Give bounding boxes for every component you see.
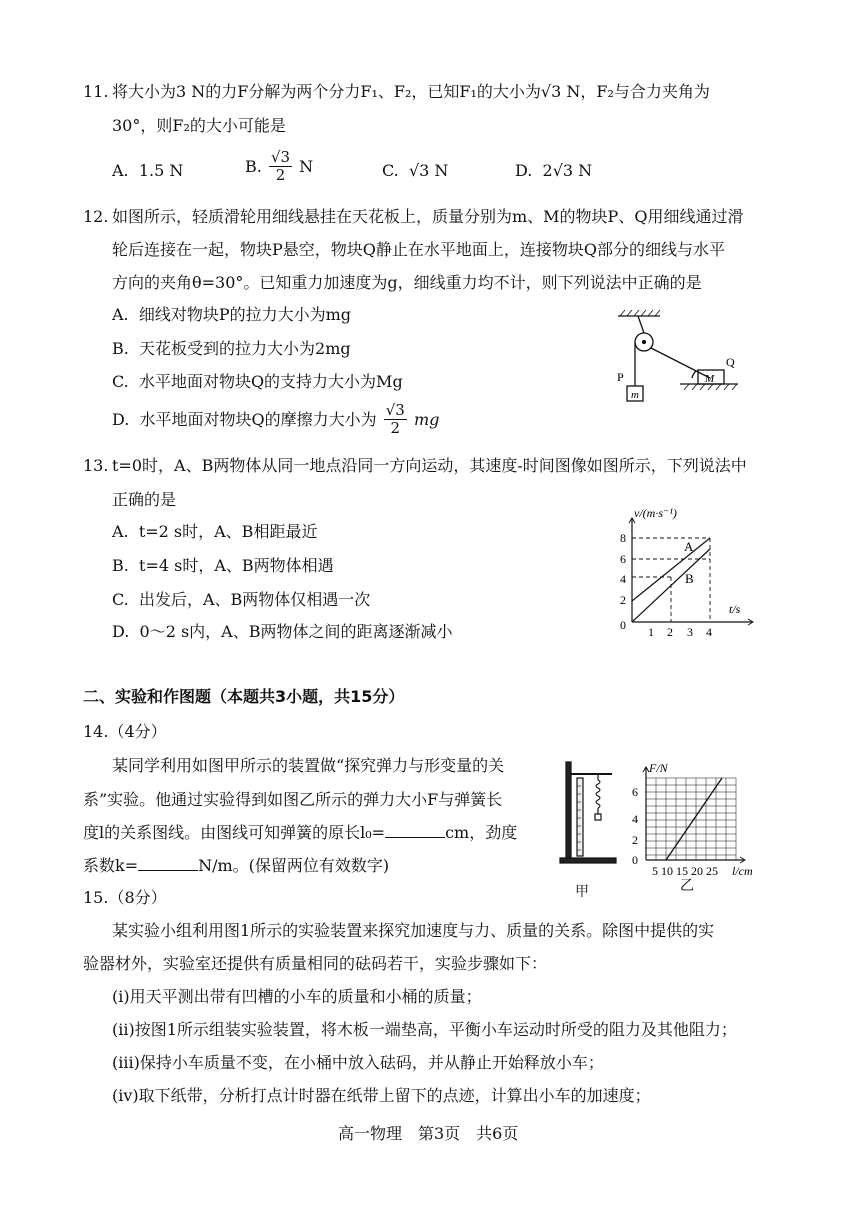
q15-step-4: (iv)取下纸带，分析打点计时器在纸带上留下的点迹，计算出小车的加速度； [112,1086,651,1105]
q13-option-b: B. t=4 s时，A、B两物体相遇 [112,556,334,575]
q12-figure-label-bigm: M [705,373,715,385]
q13-option-a: A. t=2 s时，A、B相距最近 [112,522,318,541]
q13-graph-label-b: B [685,571,694,586]
q15-step-3: (iii)保持小车质量不变，在小桶中放入砝码，并从静止开始释放小车； [112,1053,604,1072]
q13-stem-line1: t=0时，A、B两物体从同一地点沿同一方向运动，其速度-时间图像如图所示，下列说法中 [112,456,747,475]
q12-option-a: A. 细线对物块P的拉力大小为mg [112,305,351,324]
q14-graph-xlabel: l/cm [732,864,753,878]
q11-stem-line1: 将大小为3 N的力F分解为两个分力F₁、F₂，已知F₁的大小为√3 N，F₂与合力夹角为 [112,82,710,101]
q14-figure-caption-b: 乙 [680,878,694,894]
q14-header: 14.（4分） [83,722,167,741]
q14-line1: 某同学利用如图甲所示的装置做“探究弹力与形变量的关 [112,756,505,775]
q12-stem-line1: 如图所示，轻质滑轮用细线悬挂在天花板上，质量分别为m、M的物块P、Q用细线通过滑 [112,207,744,226]
q13-number: 13. [83,456,109,475]
q13-graph-ytick: 8 [620,531,626,545]
q15-line2: 验器材外，实验室还提供有质量相同的砝码若干，实验步骤如下： [83,954,548,973]
q14-line4: 系数k= N/m。(保留两位有效数字) [83,856,390,875]
section-2-title: 二、实验和作图题（本题共3小题，共15分） [83,687,405,706]
q13-option-d: D. 0～2 s内，A、B两物体之间的距离逐渐减小 [112,622,453,641]
q13-graph-xtick: 1 [648,625,654,639]
q13-graph-origin: 0 [620,618,626,632]
q14-apparatus-figure [556,758,622,878]
q11-option-b-fraction: $\frac{√3}{2}$ [270,148,291,184]
q12-option-d-fraction: $\frac{√3}{2}$ [385,401,405,437]
q13-graph-xtick: 2 [667,625,673,639]
q15-line1: 某实验小组利用图1所示的实验装置来探究加速度与力、质量的关系。除图中提供的实 [112,921,715,940]
q12-figure-label-m: m [631,389,639,401]
q13-graph-ytick: 4 [620,572,626,586]
q14-graph-xticks: 5 10 15 20 25 [652,864,718,878]
q12-pulley-figure [610,308,750,408]
q13-vt-graph [612,505,762,640]
q14-graph-ytick: 4 [632,812,638,826]
q15-step-2: (ii)按图1所示组装实验装置，将木板一端垫高，平衡小车运动时所受的阻力及其他阻力； [112,1020,737,1039]
q13-graph-ylabel: v/(m·s⁻¹) [634,506,677,520]
q14-graph-ytick: 2 [632,833,638,847]
q11-option-c: C. √3 N [382,161,449,180]
q15-header: 15.（8分） [83,888,167,907]
q14-graph-ylabel: F/N [649,761,668,775]
q12-option-c: C. 水平地面对物块Q的支持力大小为Mg [112,372,403,391]
q12-option-b: B. 天花板受到的拉力大小为2mg [112,339,351,358]
page-footer: 高一物理 第3页 共6页 [338,1124,519,1143]
q11-number: 11. [83,82,109,101]
q14-blank-l0[interactable] [385,823,445,838]
q14-line2: 系”实验。他通过实验得到如图乙所示的弹力大小F与弹簧长 [83,790,503,809]
q13-graph-xlabel: t/s [729,602,741,616]
q13-graph-label-a: A [684,539,694,554]
q12-number: 12. [83,207,109,226]
q12-option-d: D. 水平地面对物块Q的摩擦力大小为 $\frac{√3}{2}$ mg [112,401,440,437]
q12-figure-label-q: Q [726,355,735,369]
q13-graph-xtick: 4 [706,625,712,639]
q14-line3: 度l的关系图线。由图线可知弹簧的原长l₀= cm，劲度 [83,823,518,842]
q13-stem-line2: 正确的是 [112,490,177,509]
q14-figure-caption-a: 甲 [575,884,589,900]
q11-option-d: D. 2√3 N [515,161,593,180]
q12-stem-line3: 方向的夹角θ=30°。已知重力加速度为g，细线重力均不计，则下列说法中正确的是 [112,273,702,292]
q14-graph-ytick: 0 [632,853,638,867]
q13-graph-ytick: 6 [620,552,626,566]
q13-graph-ytick: 2 [620,593,626,607]
q11-stem-line2: 30°，则F₂的大小可能是 [112,116,286,135]
q12-stem-line2: 轮后连接在一起，物块P悬空，物块Q静止在水平地面上，连接物块Q部分的细线与水平 [112,240,726,259]
q15-step-1: (i)用天平测出带有凹槽的小车的质量和小桶的质量； [112,987,482,1006]
q14-graph-ytick: 6 [632,785,638,799]
q13-graph-xtick: 3 [687,625,693,639]
q12-figure-label-p: P [617,370,624,384]
q11-option-a: A. 1.5 N [112,161,184,180]
q14-blank-k[interactable] [138,856,198,871]
q14-fl-graph [620,760,760,880]
q13-option-c: C. 出发后，A、B两物体仅相遇一次 [112,590,371,609]
q11-option-b: B. $\frac{√3}{2}$ N [245,148,314,184]
